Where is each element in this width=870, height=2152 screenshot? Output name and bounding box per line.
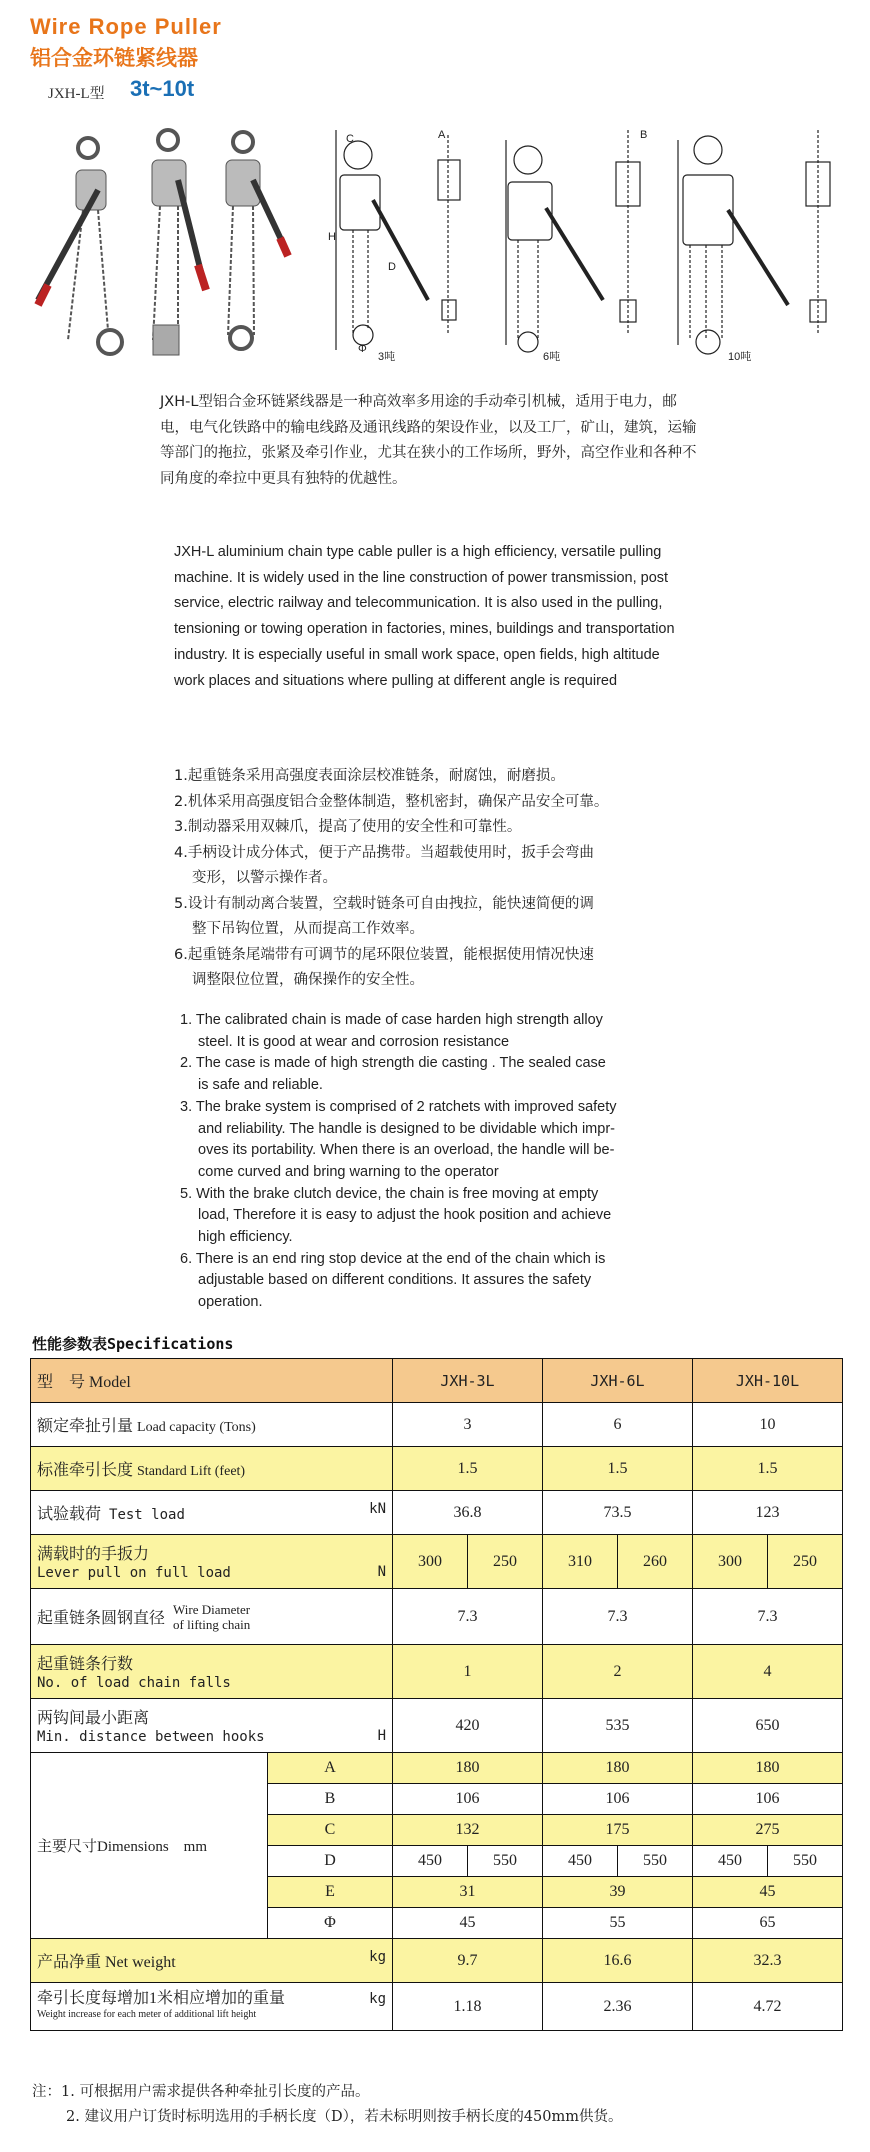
unit: kg bbox=[369, 1949, 386, 1965]
product-illustration bbox=[28, 120, 843, 370]
table-row bbox=[31, 1535, 843, 1589]
value-cell: 175 bbox=[543, 1815, 693, 1846]
label-en: of lifting chain bbox=[173, 1616, 251, 1632]
label-cn: 试验载荷 bbox=[37, 1506, 102, 1523]
value-cell: 65 bbox=[693, 1908, 843, 1939]
row-label bbox=[31, 1447, 393, 1491]
value-cell: 650 bbox=[693, 1699, 843, 1753]
value-cell: 2 bbox=[543, 1645, 693, 1699]
dim-letter: C bbox=[268, 1815, 393, 1846]
label-cn: 产品净重 Net weight bbox=[37, 1954, 176, 1971]
dim-letter-c: C bbox=[346, 133, 354, 145]
value-cell: 16.6 bbox=[543, 1939, 693, 1983]
value-cell: 420 bbox=[393, 1699, 543, 1753]
label-cn: 起重链条圆钢直径 bbox=[37, 1610, 166, 1627]
value-cell: 39 bbox=[543, 1877, 693, 1908]
label-en: No. of load chain falls bbox=[37, 1675, 231, 1691]
value-cell: 73.5 bbox=[543, 1491, 693, 1535]
note-2: 2. 建议用户订货时标明选用的手柄长度（D），若未标明则按手柄长度的450mm供货。 bbox=[66, 2109, 623, 2125]
label-en: Weight increase for each meter of additional lift height bbox=[37, 2008, 257, 2020]
row-label bbox=[31, 1403, 393, 1447]
value-cell: 45 bbox=[393, 1908, 543, 1939]
feature-cn-item: 4.手柄设计成分体式，便于产品携带。当超载使用时，扳手会弯曲 bbox=[174, 844, 594, 861]
feature-en-item: load, Therefore it is easy to adjust the hook position and achieve bbox=[198, 1207, 612, 1224]
value-cell: 106 bbox=[543, 1784, 693, 1815]
product-figures bbox=[28, 120, 843, 370]
row-label bbox=[31, 1699, 393, 1753]
value-cell: 450 bbox=[393, 1846, 468, 1877]
feature-en-item: 1. The calibrated chain is made of case harden high strength alloy bbox=[180, 1012, 603, 1028]
feature-en-item: 2. The case is made of high strength die casting . The sealed case bbox=[180, 1055, 606, 1072]
model-range: 3t~10t bbox=[130, 76, 195, 101]
features-english bbox=[180, 1010, 720, 1314]
table-row bbox=[31, 1983, 843, 2031]
dim-letter-d: D bbox=[388, 261, 396, 273]
value-cell: 106 bbox=[693, 1784, 843, 1815]
intro-english: JXH-L aluminium chain type cable puller is a high efficiency, versatile pulling machine. It is widely used in the line construction of power transmission, post service, electric railway and telecommunication. It is also used in the pulling, tensioning or towing operation in factories, mines, buildings and transportation industry. It is especially useful in small work space, open fields, high altitude work places and situations where pulling at different angle is required bbox=[174, 544, 675, 689]
value-cell: 1 bbox=[393, 1645, 543, 1699]
value-cell: 310 bbox=[543, 1535, 618, 1589]
label-cn: 额定牵扯引量 bbox=[37, 1418, 134, 1435]
label-en: Wire Diameter bbox=[173, 1601, 251, 1617]
feature-en-item: high efficiency. bbox=[198, 1229, 293, 1246]
model-cell: JXH-10L bbox=[693, 1359, 843, 1403]
label-en: Lever pull on full load bbox=[37, 1565, 231, 1581]
product-photo-3 bbox=[226, 132, 288, 349]
figure-label-3t: 3吨 bbox=[378, 351, 396, 363]
product-photo-2 bbox=[152, 130, 206, 355]
table-row bbox=[31, 1753, 843, 1784]
feature-cn-item: 2.机体采用高强度铝合金整体制造，整机密封，确保产品安全可靠。 bbox=[174, 793, 609, 810]
notes bbox=[32, 2080, 623, 2130]
dim-letter-b: B bbox=[640, 129, 648, 141]
feature-en-item: come curved and bring warning to the operator bbox=[198, 1163, 499, 1180]
value-cell: 180 bbox=[543, 1753, 693, 1784]
label-en: Standard Lift (feet) bbox=[137, 1464, 246, 1479]
feature-en-item: 3. The brake system is comprised of 2 ratchets with improved safety bbox=[180, 1098, 617, 1115]
value-cell: 450 bbox=[693, 1846, 768, 1877]
value-cell: 31 bbox=[393, 1877, 543, 1908]
dim-letter: Φ bbox=[268, 1908, 393, 1939]
model-prefix: JXH-L型 bbox=[48, 86, 105, 102]
table-row bbox=[31, 1589, 843, 1645]
value-cell: 32.3 bbox=[693, 1939, 843, 1983]
value-cell: 550 bbox=[468, 1846, 543, 1877]
dim-letter-a: A bbox=[438, 129, 446, 141]
value-cell: 123 bbox=[693, 1491, 843, 1535]
value-cell: 7.3 bbox=[543, 1589, 693, 1645]
value-cell: 180 bbox=[693, 1753, 843, 1784]
title-english: Wire Rope Puller bbox=[30, 14, 222, 39]
row-label bbox=[31, 1983, 393, 2031]
table-row bbox=[31, 1645, 843, 1699]
value-cell: 6 bbox=[543, 1403, 693, 1447]
dim-letter-phi: Φ bbox=[358, 343, 367, 355]
intro-chinese: JXH-L型铝合金环链紧线器是一种高效率多用途的手动牵引机械，适用于电力，邮电，电气化铁路中的输电线路及通讯线路的架设作业，以及工厂，矿山，建筑，运输等部门的拖拉，张紧及牵引作业，尤其在狭小的工作场所，野外，高空作业和各种不同角度的牵拉中更具有独特的优越性。 bbox=[160, 394, 697, 487]
model-cell: JXH-3L bbox=[393, 1359, 543, 1403]
dimensions-label: 主要尺寸Dimensions mm bbox=[31, 1753, 268, 1939]
value-cell: 250 bbox=[468, 1535, 543, 1589]
feature-cn-item: 1.起重链条采用高强度表面涂层校准链条，耐腐蚀，耐磨损。 bbox=[174, 768, 565, 784]
value-cell: 9.7 bbox=[393, 1939, 543, 1983]
feature-en-item: 6. There is an end ring stop device at the end of the chain which is bbox=[180, 1250, 606, 1267]
value-cell: 1.5 bbox=[543, 1447, 693, 1491]
figure-label-10t: 10吨 bbox=[728, 351, 752, 363]
dim-letter-h: H bbox=[328, 231, 336, 243]
row-label bbox=[31, 1535, 393, 1589]
table-row bbox=[31, 1403, 843, 1447]
dim-letter: E bbox=[268, 1877, 393, 1908]
label-en: Load capacity (Tons) bbox=[137, 1420, 256, 1435]
spec-title: 性能参数表Specifications bbox=[32, 1335, 234, 1353]
unit: kN bbox=[369, 1501, 386, 1517]
features-chinese bbox=[174, 764, 714, 994]
value-cell: 535 bbox=[543, 1699, 693, 1753]
label-en: Test load bbox=[109, 1507, 185, 1523]
label-cn: 起重链条行数 bbox=[37, 1656, 134, 1673]
table-row bbox=[31, 1491, 843, 1535]
value-cell: 10 bbox=[693, 1403, 843, 1447]
value-cell: 7.3 bbox=[693, 1589, 843, 1645]
table-row bbox=[31, 1359, 843, 1403]
label-cn: 标准牵引长度 bbox=[37, 1462, 134, 1479]
feature-cn-item: 6.起重链条尾端带有可调节的尾环限位装置，能根据使用情况快速 bbox=[174, 946, 594, 963]
drawing-3t bbox=[336, 130, 460, 350]
dim-letter: B bbox=[268, 1784, 393, 1815]
feature-cn-item: 3.制动器采用双棘爪，提高了使用的安全性和可靠性。 bbox=[174, 819, 522, 835]
feature-cn-item: 调整限位位置，确保操作的安全性。 bbox=[192, 972, 424, 988]
table-row bbox=[31, 1447, 843, 1491]
title-chinese: 铝合金环链紧线器 bbox=[30, 46, 198, 70]
value-cell: 45 bbox=[693, 1877, 843, 1908]
value-cell: 260 bbox=[618, 1535, 693, 1589]
feature-en-item: steel. It is good at wear and corrosion resistance bbox=[198, 1033, 510, 1050]
unit: H bbox=[377, 1728, 386, 1744]
feature-en-item: oves its portability. When there is an overload, the handle will be- bbox=[198, 1142, 615, 1159]
value-cell: 7.3 bbox=[393, 1589, 543, 1645]
product-photo-1 bbox=[38, 138, 122, 354]
drawing-6t bbox=[506, 130, 640, 352]
table-row bbox=[31, 1699, 843, 1753]
dim-letter: A bbox=[268, 1753, 393, 1784]
value-cell: 550 bbox=[768, 1846, 843, 1877]
feature-en-item: and reliability. The handle is designed to be dividable which impr- bbox=[198, 1120, 615, 1137]
row-label bbox=[31, 1939, 393, 1983]
value-cell: 2.36 bbox=[543, 1983, 693, 2031]
value-cell: 300 bbox=[693, 1535, 768, 1589]
dim-letter: D bbox=[268, 1846, 393, 1877]
value-cell: 180 bbox=[393, 1753, 543, 1784]
model-header: 型 号 Model bbox=[31, 1359, 393, 1403]
value-cell: 1.18 bbox=[393, 1983, 543, 2031]
feature-cn-item: 整下吊钩位置，从而提高工作效率。 bbox=[192, 921, 424, 937]
unit: kg bbox=[369, 1990, 386, 2007]
feature-en-item: operation. bbox=[198, 1294, 263, 1311]
label-cn: 两钩间最小距离 bbox=[37, 1710, 150, 1727]
row-label bbox=[31, 1491, 393, 1535]
value-cell: 4 bbox=[693, 1645, 843, 1699]
value-cell: 250 bbox=[768, 1535, 843, 1589]
value-cell: 55 bbox=[543, 1908, 693, 1939]
feature-en-item: 5. With the brake clutch device, the chain is free moving at empty bbox=[180, 1185, 599, 1202]
value-cell: 550 bbox=[618, 1846, 693, 1877]
table-row bbox=[31, 1939, 843, 1983]
feature-en-item: adjustable based on different conditions. It assures the safety bbox=[198, 1272, 592, 1289]
model-cell: JXH-6L bbox=[543, 1359, 693, 1403]
unit: N bbox=[377, 1564, 386, 1580]
value-cell: 1.5 bbox=[393, 1447, 543, 1491]
row-label bbox=[31, 1645, 393, 1699]
value-cell: 1.5 bbox=[693, 1447, 843, 1491]
value-cell: 4.72 bbox=[693, 1983, 843, 2031]
feature-en-item: is safe and reliable. bbox=[198, 1077, 323, 1094]
value-cell: 450 bbox=[543, 1846, 618, 1877]
drawing-10t bbox=[678, 130, 830, 354]
row-label bbox=[31, 1589, 393, 1645]
value-cell: 106 bbox=[393, 1784, 543, 1815]
label-en: Min. distance between hooks bbox=[37, 1729, 265, 1745]
feature-cn-item: 变形，以警示操作者。 bbox=[192, 870, 337, 886]
label-cn: 牵引长度每增加1米相应增加的重量 bbox=[37, 1989, 286, 2007]
value-cell: 132 bbox=[393, 1815, 543, 1846]
value-cell: 36.8 bbox=[393, 1491, 543, 1535]
label-cn: 满载时的手扳力 bbox=[37, 1546, 150, 1563]
spec-table bbox=[30, 1358, 843, 2031]
value-cell: 275 bbox=[693, 1815, 843, 1846]
value-cell: 3 bbox=[393, 1403, 543, 1447]
note-1: 注：1. 可根据用户需求提供各种牵扯引长度的产品。 bbox=[32, 2084, 370, 2100]
feature-cn-item: 5.设计有制动离合装置，空载时链条可自由拽拉，能快速简便的调 bbox=[174, 895, 594, 912]
value-cell: 300 bbox=[393, 1535, 468, 1589]
figure-label-6t: 6吨 bbox=[543, 351, 561, 363]
